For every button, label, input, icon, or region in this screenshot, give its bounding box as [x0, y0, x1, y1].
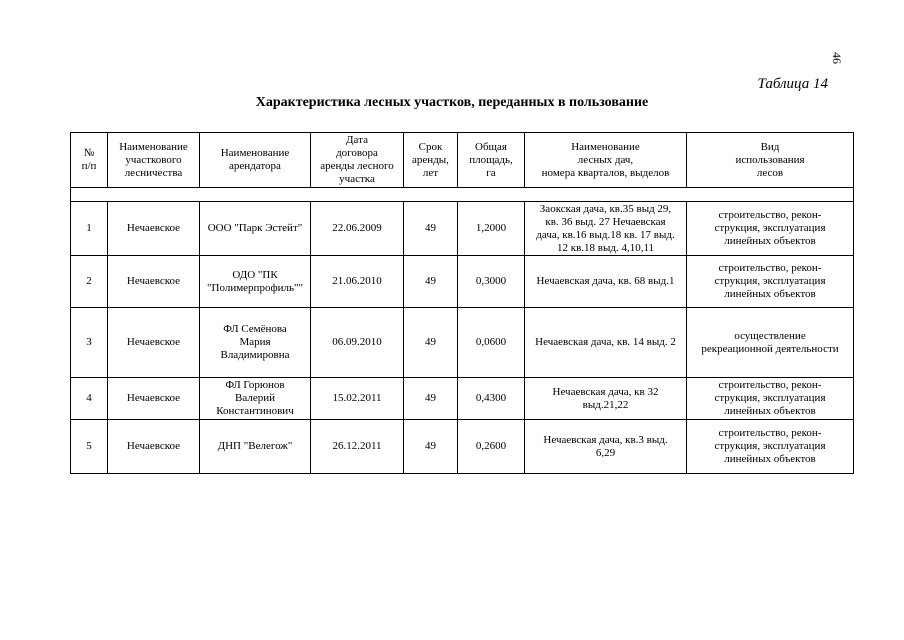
cell-term: 49 — [404, 308, 458, 378]
cell-number: 3 — [71, 308, 108, 378]
cell-dachas: Нечаевская дача, кв. 68 выд.1 — [525, 256, 687, 308]
header-cell-tenant: Наименование арендатора — [200, 133, 311, 188]
spacer-cell — [71, 188, 854, 202]
cell-area: 0,2600 — [458, 420, 525, 474]
cell-tenant: ДНП "Велегож" — [200, 420, 311, 474]
cell-forestry: Нечаевское — [108, 308, 200, 378]
page-number: 46 — [830, 52, 844, 64]
cell-tenant: ОДО "ПК "Полимерпрофиль"" — [200, 256, 311, 308]
cell-usage: осуществление рекреационной деятельности — [687, 308, 854, 378]
header-cell-date: Дата договора аренды лесного участка — [311, 133, 404, 188]
header-cell-number: № п/п — [71, 133, 108, 188]
table-spacer-row — [71, 188, 854, 202]
cell-term: 49 — [404, 378, 458, 420]
cell-dachas: Нечаевская дача, кв.3 выд. 6,29 — [525, 420, 687, 474]
cell-date: 06.09.2010 — [311, 308, 404, 378]
cell-date: 21.06.2010 — [311, 256, 404, 308]
table-row — [71, 256, 854, 308]
cell-dachas: Нечаевская дача, кв 32 выд.21,22 — [525, 378, 687, 420]
table-header-row — [71, 133, 854, 188]
cell-term: 49 — [404, 202, 458, 256]
forest-plots-table — [70, 132, 854, 474]
cell-date: 26.12.2011 — [311, 420, 404, 474]
document-title: Характеристика лесных участков, переданных в пользование — [255, 95, 649, 110]
header-cell-area: Общая площадь, га — [458, 133, 525, 188]
header-cell-term: Срок аренды, лет — [404, 133, 458, 188]
cell-area: 0,4300 — [458, 378, 525, 420]
cell-forestry: Нечаевское — [108, 256, 200, 308]
cell-number: 4 — [71, 378, 108, 420]
cell-forestry: Нечаевское — [108, 420, 200, 474]
cell-dachas: Заокская дача, кв.35 выд 29, кв. 36 выд. 27 Нечаевская дача, кв.16 выд.18 кв. 17 выд. 12 кв.18 выд. 4,10,11 — [525, 202, 687, 256]
table-row — [71, 420, 854, 474]
cell-area: 1,2000 — [458, 202, 525, 256]
cell-tenant: ФЛ Семёнова Мария Владимировна — [200, 308, 311, 378]
cell-date: 15.02.2011 — [311, 378, 404, 420]
cell-usage: строительство, рекон- струкция, эксплуатация линейных объектов — [687, 378, 854, 420]
cell-usage: строительство, рекон- струкция, эксплуатация линейных объектов — [687, 256, 854, 308]
cell-number: 1 — [71, 202, 108, 256]
header-cell-forestry: Наименование участкового лесничества — [108, 133, 200, 188]
header-cell-dachas: Наименование лесных дач, номера кварталов, выделов — [525, 133, 687, 188]
table-row — [71, 202, 854, 256]
cell-term: 49 — [404, 256, 458, 308]
cell-date: 22.06.2009 — [311, 202, 404, 256]
cell-usage: строительство, рекон- струкция, эксплуатация линейных объектов — [687, 420, 854, 474]
cell-area: 0,0600 — [458, 308, 525, 378]
cell-tenant: ООО "Парк Эстейт" — [200, 202, 311, 256]
table-row — [71, 308, 854, 378]
cell-tenant: ФЛ Горюнов Валерий Константинович — [200, 378, 311, 420]
cell-term: 49 — [404, 420, 458, 474]
cell-dachas: Нечаевская дача, кв. 14 выд. 2 — [525, 308, 687, 378]
cell-usage: строительство, рекон- струкция, эксплуатация линейных объектов — [687, 202, 854, 256]
table-row — [71, 378, 854, 420]
header-cell-usage: Вид использования лесов — [687, 133, 854, 188]
cell-forestry: Нечаевское — [108, 202, 200, 256]
cell-number: 5 — [71, 420, 108, 474]
cell-area: 0,3000 — [458, 256, 525, 308]
cell-forestry: Нечаевское — [108, 378, 200, 420]
cell-number: 2 — [71, 256, 108, 308]
table-label: Таблица 14 — [757, 76, 828, 92]
